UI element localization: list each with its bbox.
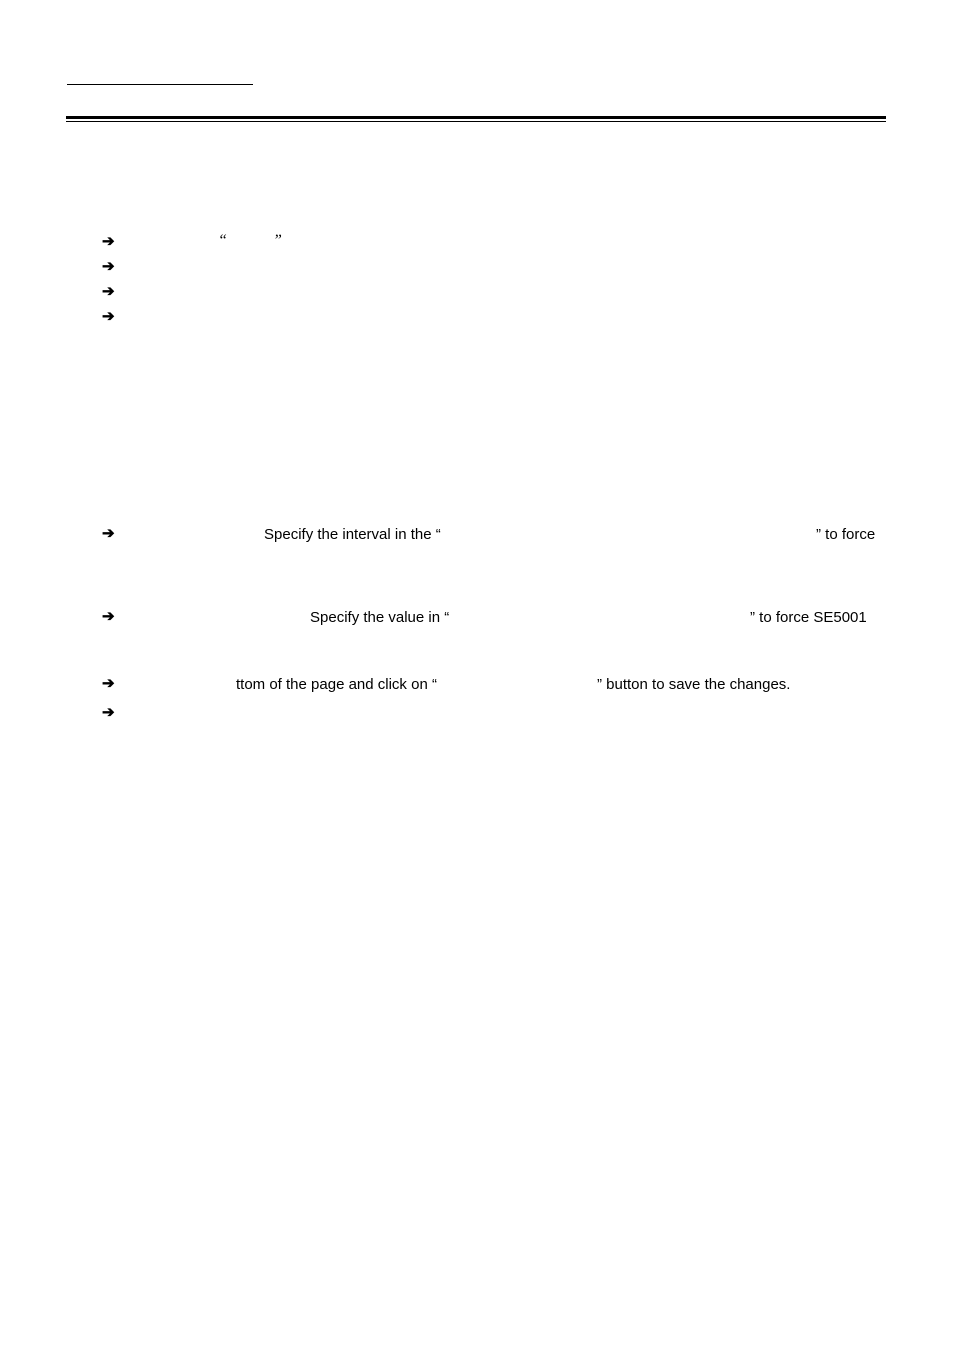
bullet-text-lead: Specify the value in “ bbox=[310, 609, 450, 626]
header-rule bbox=[67, 84, 253, 85]
bullet-text-tail: ” to force SE5001 bbox=[750, 609, 867, 626]
bullet-text-tail: ” to force bbox=[816, 526, 876, 543]
right-arrow-icon: ➔ bbox=[102, 675, 115, 692]
right-arrow-icon: ➔ bbox=[102, 258, 115, 275]
close-quote: ” bbox=[273, 232, 282, 249]
right-arrow-icon: ➔ bbox=[102, 525, 115, 542]
right-arrow-icon: ➔ bbox=[102, 704, 115, 721]
right-arrow-icon: ➔ bbox=[102, 308, 115, 325]
bullet-text-lead: Specify the interval in the “ bbox=[264, 526, 441, 543]
right-arrow-icon: ➔ bbox=[102, 283, 115, 300]
bullet-text-lead: ttom of the page and click on “ bbox=[236, 676, 437, 693]
bullet-text-tail: ” button to save the changes. bbox=[597, 676, 791, 693]
header-divider-thin bbox=[66, 121, 886, 122]
header-divider-thick bbox=[66, 116, 886, 119]
right-arrow-icon: ➔ bbox=[102, 608, 115, 625]
right-arrow-icon: ➔ bbox=[102, 233, 115, 250]
open-quote: “ bbox=[218, 232, 227, 249]
